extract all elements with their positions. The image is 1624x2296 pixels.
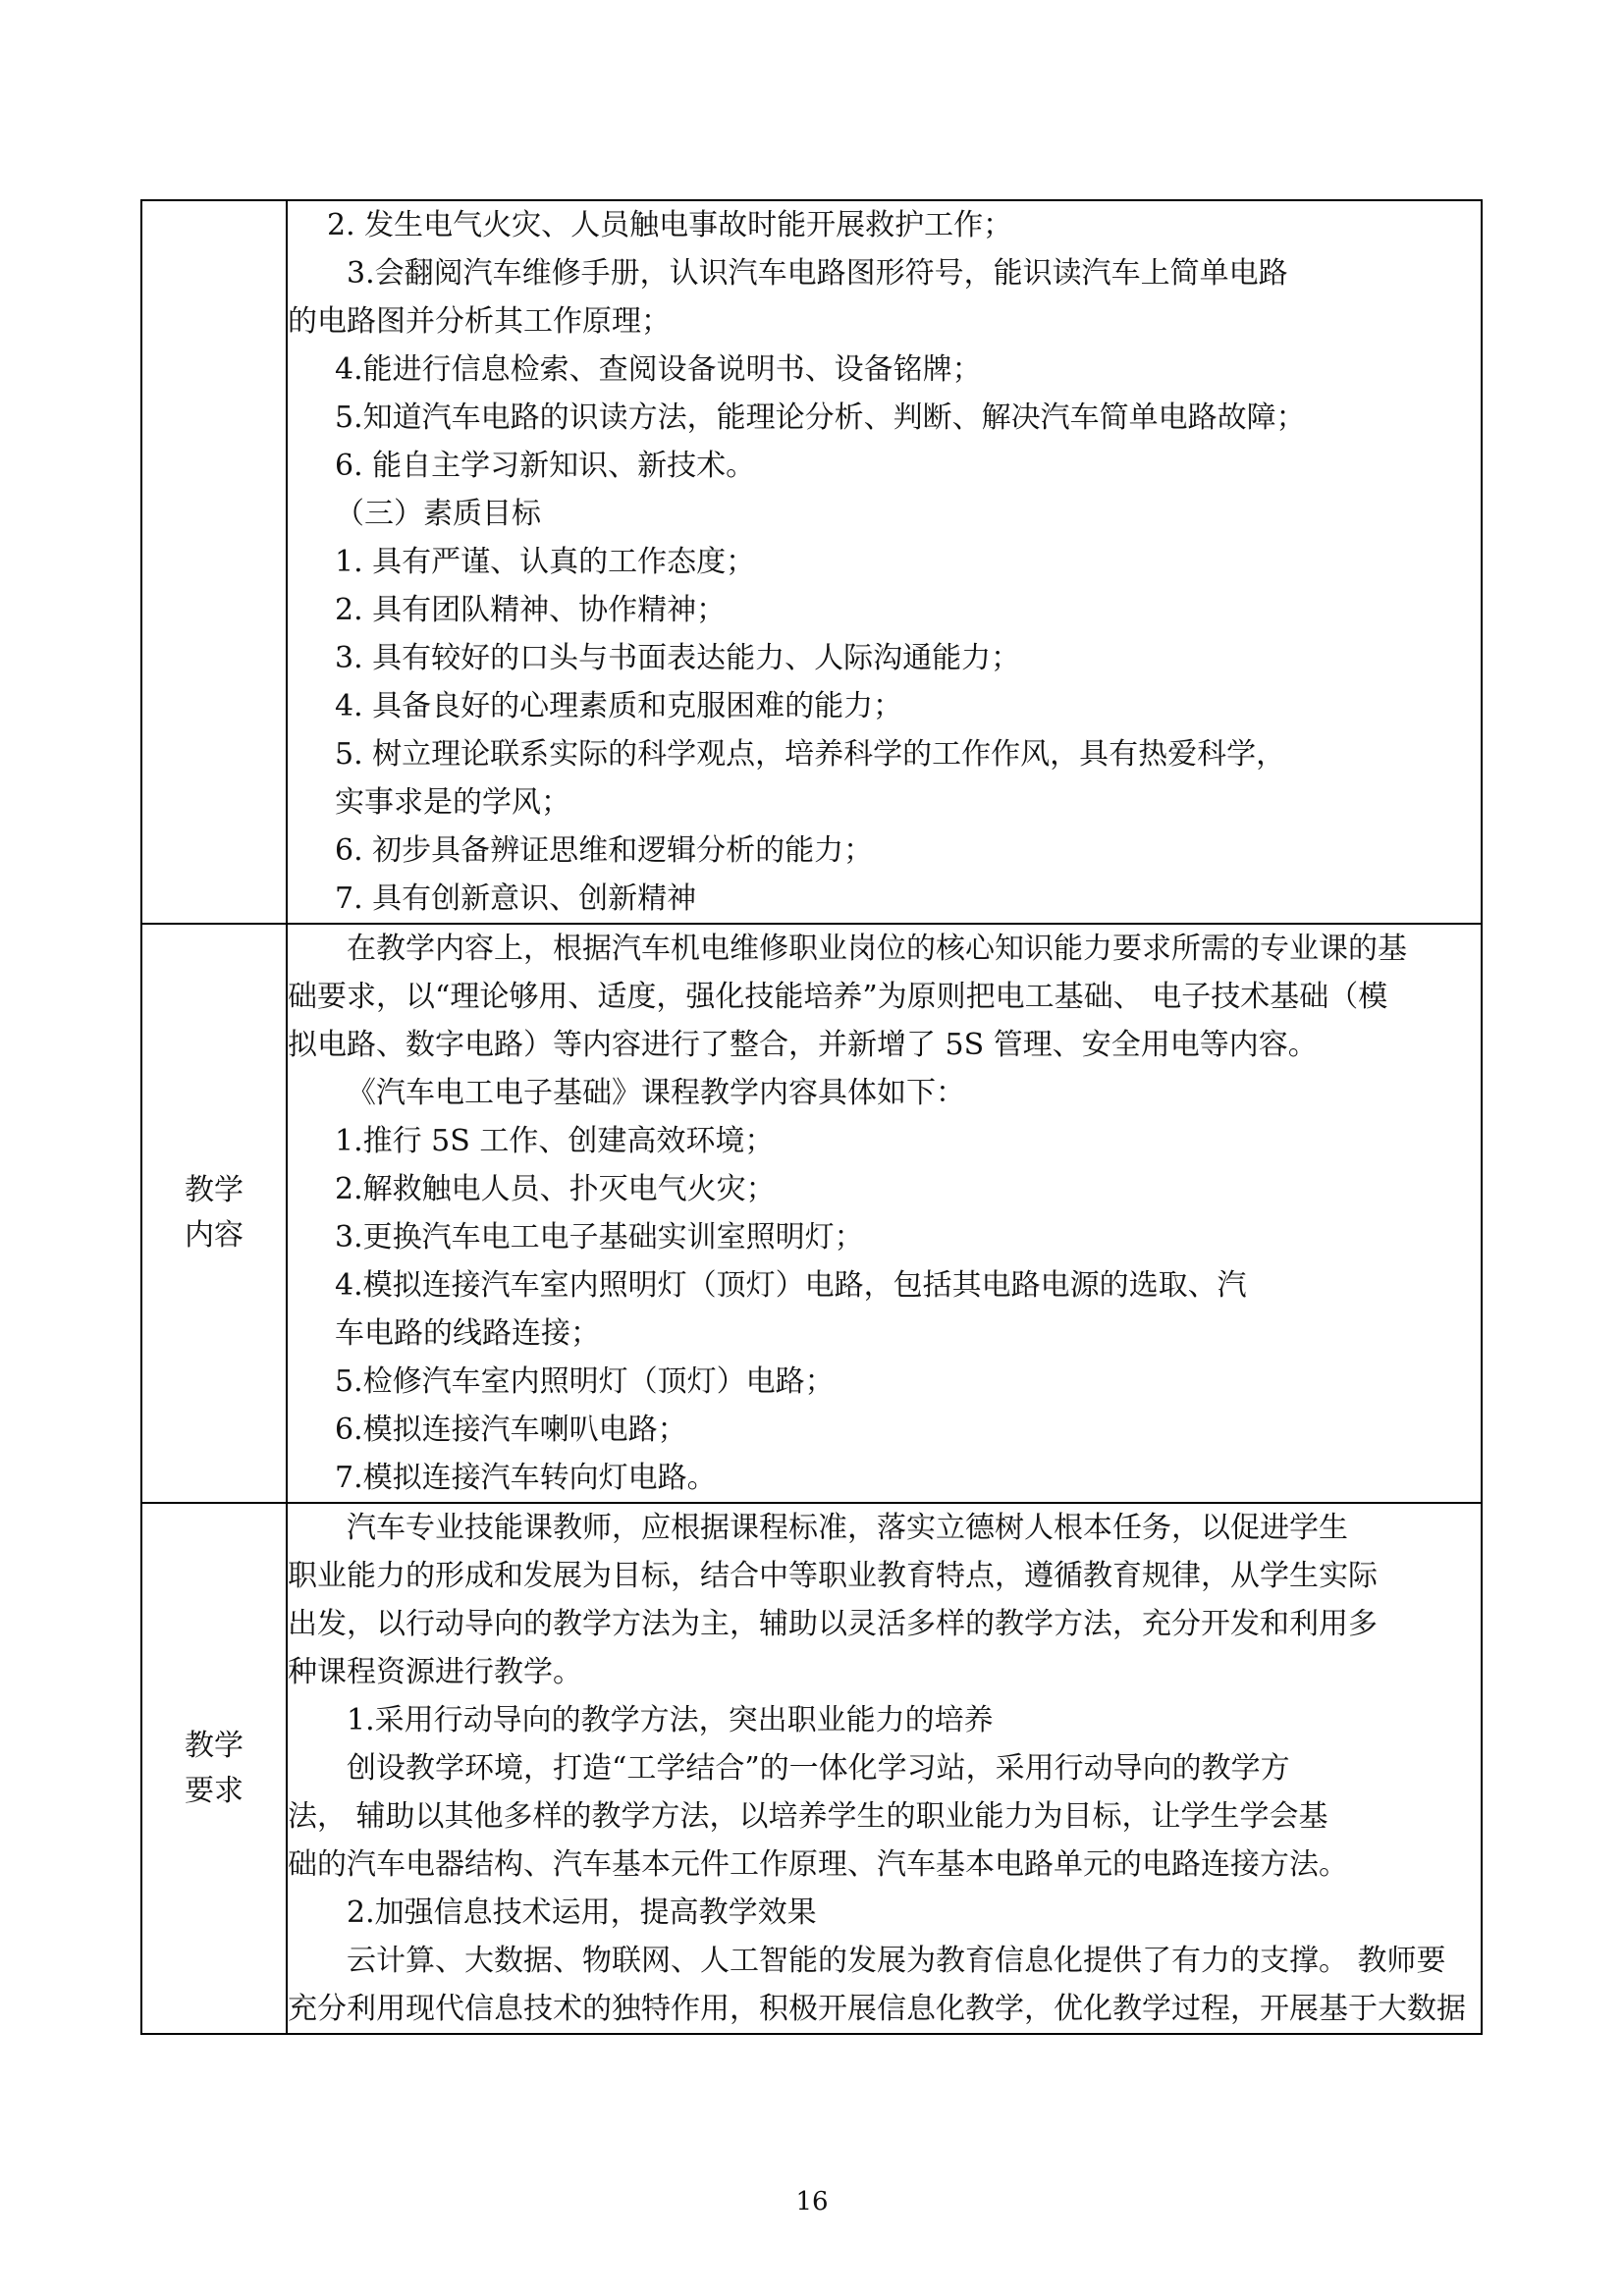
table-row	[141, 1503, 1482, 2034]
text-line: 车电路的线路连接；	[335, 1316, 600, 1351]
text-line: 6.模拟连接汽车喇叭电路；	[335, 1413, 687, 1447]
text-line: 2. 具有团队精神、协作精神；	[335, 593, 727, 627]
text-line: 4.模拟连接汽车室内照明灯（顶灯）电路，包括其电路电源的选取、汽	[335, 1268, 1247, 1303]
text-line: 6. 能自主学习新知识、新技术。	[335, 449, 756, 483]
text-line: 1. 具有严谨、认真的工作态度；	[335, 545, 756, 579]
text-line: 6. 初步具备辨证思维和逻辑分析的能力；	[335, 833, 874, 868]
text-line: 充分利用现代信息技术的独特作用，积极开展信息化教学，优化教学过程，开展基于大数据	[288, 1992, 1466, 2026]
row-content-cell	[287, 924, 1482, 1503]
table-row	[141, 200, 1482, 924]
text-line: 实事求是的学风；	[335, 785, 570, 820]
row-label-cell	[141, 1503, 287, 2034]
course-standard-table	[140, 199, 1483, 2035]
row-label: 要求	[185, 1773, 244, 1808]
text-line: 础要求，以“理论够用、适度，强化技能培养”为原则把电工基础、 电子技术基础（模	[288, 980, 1388, 1014]
text-line: 2.加强信息技术运用，提高教学效果	[347, 1896, 817, 1930]
row-label-cell	[141, 924, 287, 1503]
text-line: 在教学内容上，根据汽车机电维修职业岗位的核心知识能力要求所需的专业课的基	[347, 932, 1407, 966]
text-line: 《汽车电工电子基础》课程教学内容具体如下：	[347, 1076, 965, 1110]
text-line: 的电路图并分析其工作原理；	[288, 304, 671, 339]
text-line: 2.解救触电人员、扑灭电气火灾；	[335, 1172, 776, 1206]
text-line: 法， 辅助以其他多样的教学方法，以培养学生的职业能力为目标，让学生学会基	[288, 1799, 1328, 1834]
page-number: 16	[795, 2187, 829, 2216]
text-line: 1.采用行动导向的教学方法，突出职业能力的培养	[347, 1703, 994, 1737]
text-line: 创设教学环境，打造“工学结合”的一体化学习站，采用行动导向的教学方	[347, 1751, 1290, 1786]
text-line: 4.能进行信息检索、查阅设备说明书、设备铭牌；	[335, 352, 982, 387]
text-line: 5.检修汽车室内照明灯（顶灯）电路；	[335, 1364, 835, 1399]
row-label: 内容	[185, 1218, 244, 1253]
row-label-cell	[141, 200, 287, 924]
text-line: 种课程资源进行教学。	[288, 1655, 582, 1689]
row-label: 教学	[185, 1728, 244, 1763]
text-line: 5.知道汽车电路的识读方法，能理论分析、判断、解决汽车简单电路故障；	[335, 400, 1306, 435]
text-line: 1.推行 5S 工作、创建高效环境；	[335, 1124, 775, 1158]
text-line: 7.模拟连接汽车转向灯电路。	[335, 1461, 717, 1495]
text-line: （三）素质目标	[335, 497, 541, 531]
text-line: 拟电路、数字电路）等内容进行了整合，并新增了 5S 管理、安全用电等内容。	[288, 1028, 1318, 1062]
text-line: 3. 具有较好的口头与书面表达能力、人际沟通能力；	[335, 641, 1021, 675]
text-line: 础的汽车电器结构、汽车基本元件工作原理、汽车基本电路单元的电路连接方法。	[288, 1847, 1348, 1882]
table-row	[141, 924, 1482, 1503]
text-line: 3.更换汽车电工电子基础实训室照明灯；	[335, 1220, 864, 1255]
text-line: 7. 具有创新意识、创新精神	[335, 881, 697, 916]
text-line: 汽车专业技能课教师，应根据课程标准，落实立德树人根本任务，以促进学生	[347, 1511, 1348, 1545]
text-line: 2. 发生电气火灾、人员触电事故时能开展救护工作；	[327, 208, 1013, 242]
row-content-cell	[287, 200, 1482, 924]
row-label: 教学	[185, 1173, 244, 1207]
table-body	[141, 200, 1482, 2034]
text-line: 3.会翻阅汽车维修手册，认识汽车电路图形符号，能识读汽车上简单电路	[347, 256, 1288, 291]
text-line: 云计算、大数据、物联网、人工智能的发展为教育信息化提供了有力的支撑。 教师要	[347, 1944, 1446, 1978]
text-line: 5. 树立理论联系实际的科学观点，培养科学的工作作风，具有热爱科学，	[335, 737, 1286, 772]
text-line: 4. 具备良好的心理素质和克服困难的能力；	[335, 689, 903, 723]
text-line: 出发，以行动导向的教学方法为主，辅助以灵活多样的教学方法，充分开发和利用多	[288, 1607, 1378, 1641]
text-line: 职业能力的形成和发展为目标，结合中等职业教育特点，遵循教育规律，从学生实际	[288, 1559, 1378, 1593]
row-content-cell	[287, 1503, 1482, 2034]
